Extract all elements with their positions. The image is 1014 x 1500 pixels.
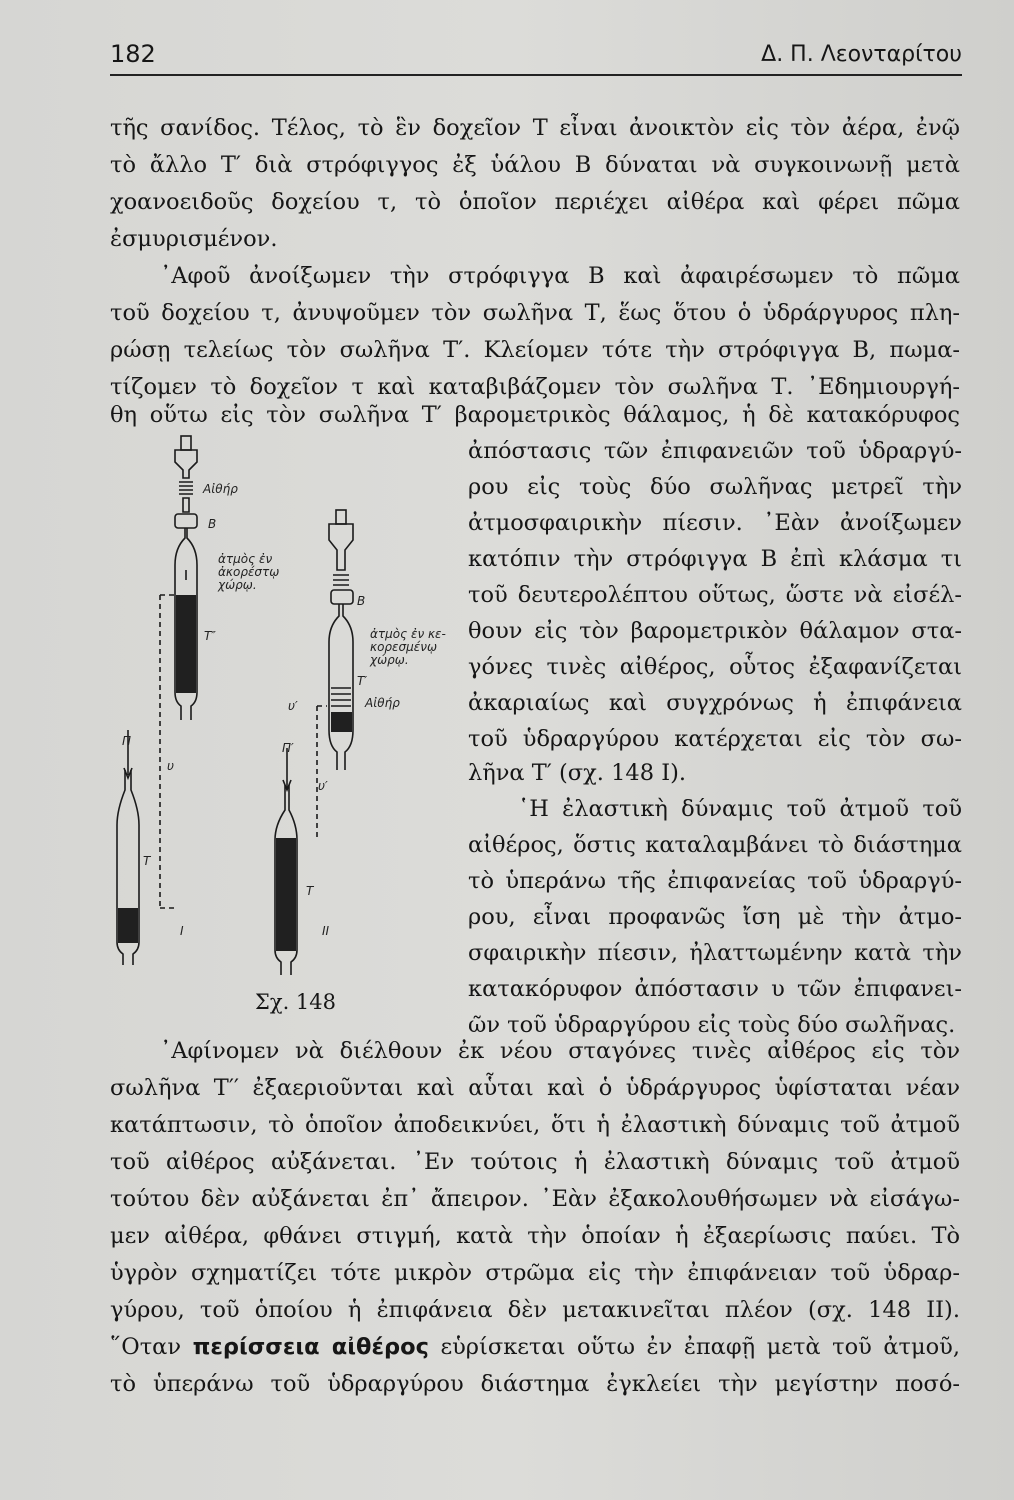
ether-vessel-2-icon — [329, 524, 353, 570]
label-atmos-saturated: ἀτμὸς ἐν κε- κορεσμένῳ χώρῳ. — [370, 627, 446, 667]
text-line: χοανοειδοῦς δοχείου τ, τὸ ὁποῖον περιέχει αἰθέρα καὶ φέρει πῶμα — [110, 189, 960, 215]
text-line: ἀκαριαίως καὶ συγχρόνως ἡ ἐπιφάνεια — [468, 690, 962, 716]
mercury-fill-right — [331, 712, 352, 732]
text-line: μεν αἰθέρα, φθάνει στιγμή, κατὰ τὴν ὁποίαν ἡ ἐξαερίωσις παύει. Τὸ — [110, 1223, 960, 1249]
text-line: σφαιρικὴν πίεσιν, ἠλαττωμένην κατὰ τὴν — [468, 940, 962, 966]
ether-vessel-icon — [175, 450, 197, 478]
text-line: θουν εἰς τὸν βαρομετρικὸν θάλαμον στα- — [468, 618, 962, 644]
stopcock-b-right-icon — [331, 590, 353, 604]
figure-caption: Σχ. 148 — [255, 990, 337, 1014]
label-atmos-unsaturated: ἀτμὸς ἐν ἀκορέστῳ χώρῳ. — [218, 552, 280, 592]
label-aither-2: Αἰθήρ — [365, 696, 400, 710]
label-roman-i: I — [180, 924, 184, 938]
text-line: τὸ ἄλλο Τ′ διὰ στρόφιγγος ἐξ ὑάλου Β δύναται νὰ συγκοινωνῇ μετὰ — [110, 152, 960, 178]
ether-layer-lines — [331, 688, 351, 706]
text-line: λῆνα Τ′ (σχ. 148 Ι). — [468, 760, 687, 786]
text-line: γύρου, τοῦ ὁποίου ἡ ἐπιφάνεια δὲν μετακινεῖται πλέον (σχ. 148 ΙΙ). — [110, 1297, 960, 1323]
label-t: T — [143, 854, 151, 868]
text-line: κατόπιν τὴν στρόφιγγα Β ἐπὶ κλάσμα τι — [468, 546, 962, 572]
mercury-fill-left — [176, 595, 196, 693]
label-pi: Π — [122, 734, 132, 748]
mercury-fill-tube-ii — [276, 838, 296, 951]
stopcock-stem — [183, 498, 189, 512]
text-line: αἰθέρος, ὅστις καταλαμβάνει τὸ διάστημα — [468, 832, 962, 858]
text-line: ἐσμυρισμένον. — [110, 226, 278, 252]
label-b-2: B — [357, 594, 366, 608]
text-line: σωλῆνα Τ′′ ἐξαεριοῦνται καὶ αὗται καὶ ὁ ὑδράργυρος ὑφίσταται νέαν — [110, 1075, 960, 1101]
ether-stripes-2 — [333, 575, 349, 585]
text-line: τούτου δὲν αὐξάνεται ἐπ᾿ ἄπειρον. ᾿Εὰν ἐξακολουθήσωμεν νὰ εἰσάγω- — [110, 1186, 960, 1212]
page-header — [110, 38, 962, 76]
label-pi-prime: Π′ — [282, 741, 294, 755]
text-fragment: ῞Οταν — [110, 1334, 193, 1360]
text-line: τίζομεν τὸ δοχεῖον τ καὶ καταβιβάζομεν τὸν σωλῆνα Τ. ᾿Εδημιουργή- — [110, 374, 960, 400]
stopper-icon — [181, 436, 191, 450]
text-line: κατάπτωσιν, τὸ ὁποῖον ἀποδεικνύει, ὅτι ἡ ἐλαστικὴ δύναμις τοῦ ἀτμοῦ — [110, 1112, 960, 1138]
ether-stripes — [179, 482, 193, 494]
text-line: ρου, εἶναι προφανῶς ἴση μὲ τὴν ἀτμο- — [468, 904, 962, 930]
text-line: γόνες τινὲς αἰθέρος, οὗτος ἐξαφανίζεται — [468, 654, 962, 680]
text-line: τὸ ὑπεράνω τοῦ ὑδραργύρου διάστημα ἐγκλείει τὴν μεγίστην ποσό- — [110, 1371, 960, 1397]
text-line: ὑγρὸν σχηματίζει τότε μικρὸν στρῶμα εἰς τὴν ἐπιφάνειαν τοῦ ὑδραρ- — [110, 1260, 960, 1286]
text-line: τοῦ αἰθέρος αὐξάνεται. ᾿Εν τούτοις ἡ ἐλαστικὴ δύναμις τοῦ ἀτμοῦ — [110, 1149, 960, 1175]
emphasis-phrase: περίσσεια αἰθέρος — [192, 1334, 429, 1360]
mercury-fill-tube-i — [118, 908, 138, 943]
stopcock-b-left-icon — [175, 514, 197, 528]
text-line: τοῦ ὑδραργύρου κατέρχεται εἰς τὸν σω- — [468, 726, 962, 752]
label-t-prime: T′ — [357, 674, 368, 688]
label-aither: Αἰθήρ — [203, 482, 238, 496]
text-line: ῶν τοῦ ὑδραργύρου εἰς τοὺς δύο σωλῆνας. — [468, 1012, 956, 1038]
label-t-2: T — [306, 884, 314, 898]
text-line: ῾Η ἐλαστικὴ δύναμις τοῦ ἀτμοῦ τοῦ — [518, 796, 962, 822]
text-line: ρώσῃ τελείως τὸν σωλῆνα Τ′. Κλείομεν τότε τὴν στρόφιγγα Β, πωμα- — [110, 337, 960, 363]
text-line: κατακόρυφον ἀπόστασιν υ τῶν ἐπιφανει- — [468, 976, 962, 1002]
text-line: ἀτμοσφαιρικὴν πίεσιν. ᾿Εὰν ἀνοίξωμεν — [468, 510, 962, 536]
text-line: τοῦ δευτερολέπτου οὕτως, ὥστε νὰ εἰσέλ- — [468, 582, 962, 608]
dashed-guide-right — [317, 706, 327, 838]
label-v: υ — [167, 759, 174, 773]
tube-t-prime-icon — [329, 604, 353, 770]
text-line: θη οὕτω εἰς τὸν σωλῆνα Τ′ βαρομετρικὸς θάλαμος, ἡ δὲ κατακόρυφος — [110, 402, 960, 428]
text-fragment: εὑρίσκεται οὕτω ἐν ἐπαφῇ μετὰ τοῦ ἀτμοῦ, — [428, 1334, 961, 1360]
running-head: Δ. Π. Λεονταρίτου — [761, 42, 962, 67]
page-number: 182 — [110, 40, 156, 68]
text-line: ρου εἰς τοὺς δύο σωλῆνας μετρεῖ τὴν — [468, 474, 962, 500]
label-t-double-prime: T″ — [204, 629, 216, 643]
text-line: ᾿Αφοῦ ἀνοίξωμεν τὴν στρόφιγγα Β καὶ ἀφαιρέσωμεν τὸ πῶμα — [160, 263, 960, 289]
label-v-prime: υ′ — [288, 699, 298, 713]
text-line: τῆς σανίδος. Τέλος, τὸ ἓν δοχεῖον Τ εἶναι ἀνοικτὸν εἰς τὸν ἀέρα, ἐνῷ — [110, 115, 960, 141]
stopper-2-icon — [336, 510, 346, 524]
text-line-emphasis — [110, 1332, 960, 1362]
text-line: ἀπόστασις τῶν ἐπιφανειῶν τοῦ ὑδραργύ- — [468, 438, 962, 464]
text-line: ᾿Αφίνομεν νὰ διέλθουν ἐκ νέου σταγόνες τινὲς αἰθέρος εἰς τὸν — [160, 1038, 960, 1064]
label-b: B — [208, 517, 217, 531]
text-line: τοῦ δοχείου τ, ἀνυψοῦμεν τὸν σωλῆνα Τ, ἕως ὅτου ὁ ὑδράργυρος πλη- — [110, 300, 960, 326]
label-v-prime-2: υ′ — [318, 779, 328, 793]
label-roman-ii: II — [322, 924, 330, 938]
figure-148 — [105, 430, 465, 1020]
text-line: τὸ ὑπεράνω τῆς ἐπιφανείας τοῦ ὑδραργύ- — [468, 868, 962, 894]
